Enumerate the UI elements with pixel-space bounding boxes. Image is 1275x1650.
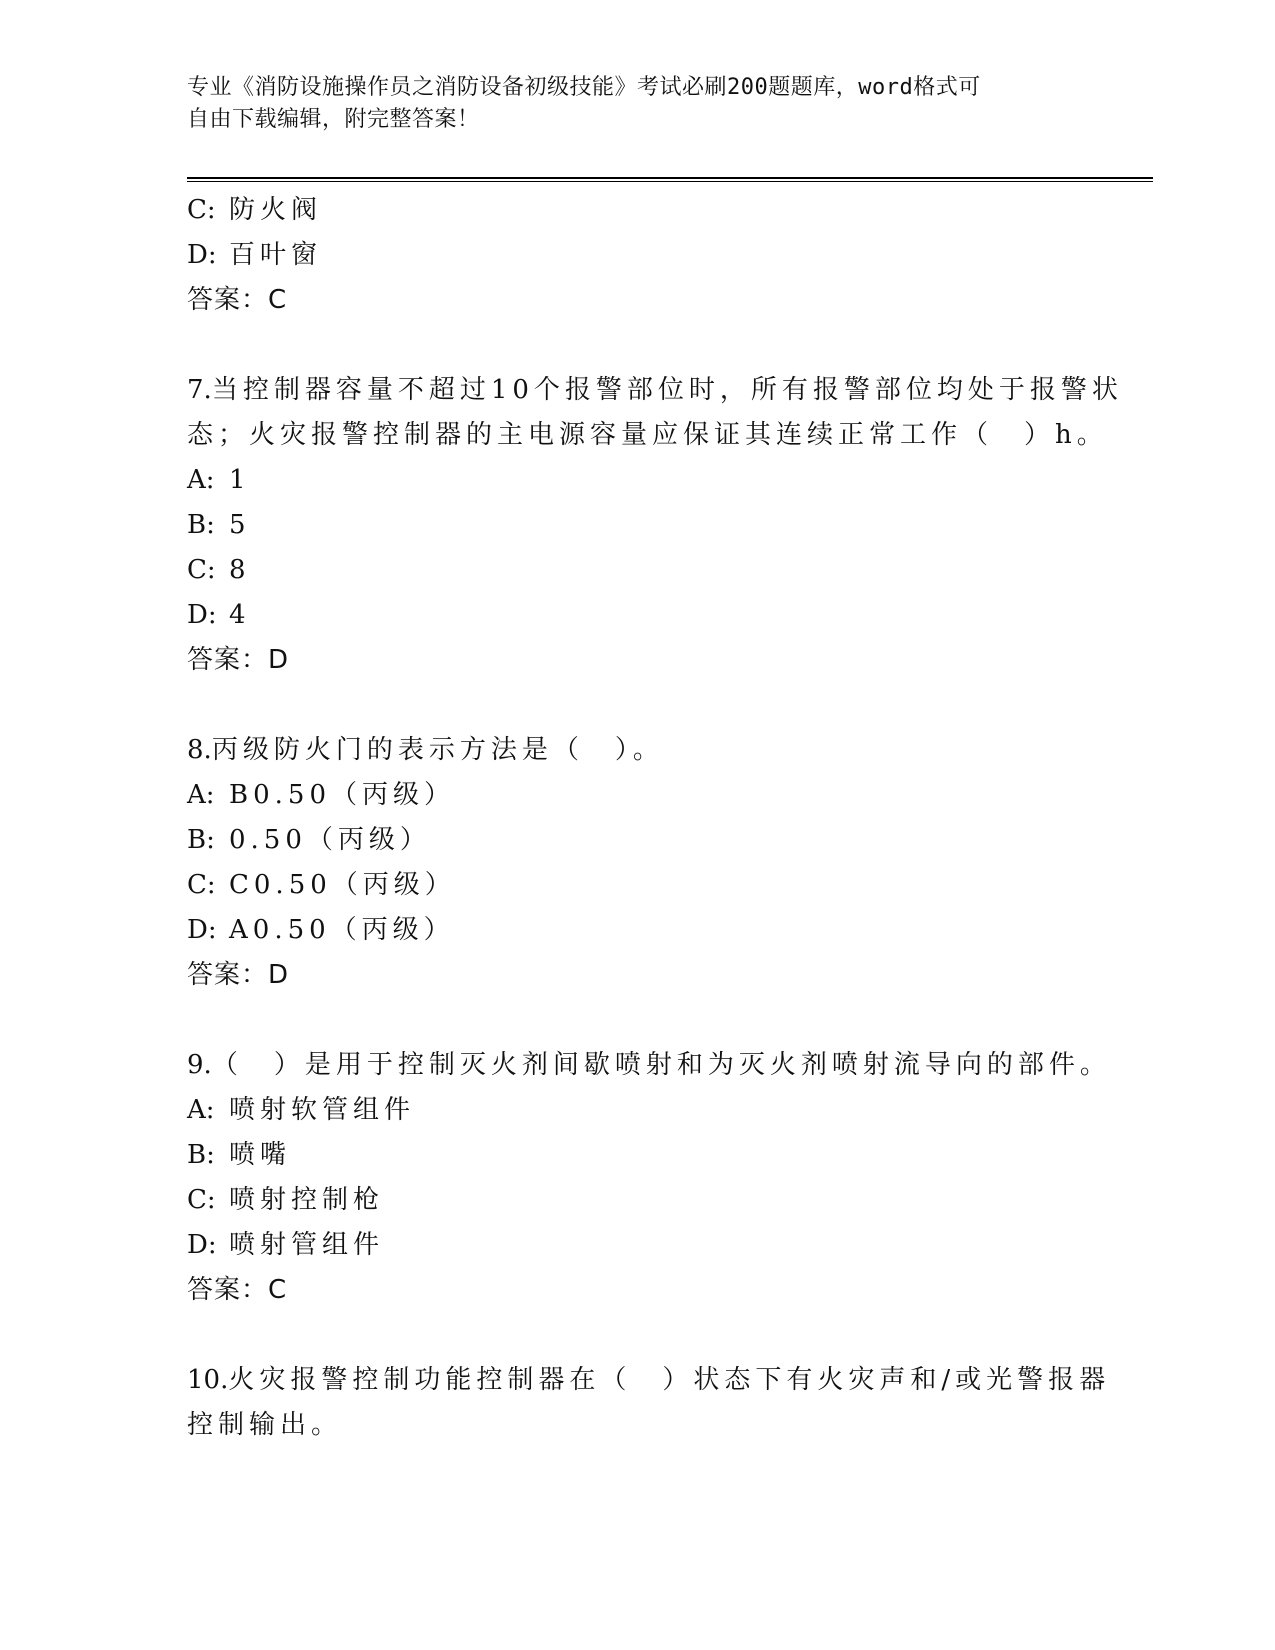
option-c xyxy=(187,192,322,228)
option-label: D: xyxy=(187,240,217,270)
question-stem xyxy=(187,1047,1111,1083)
option-label: D: xyxy=(187,600,217,630)
question-stem xyxy=(187,732,664,768)
option-d xyxy=(187,237,322,273)
option-text: 0.50（丙级） xyxy=(229,825,431,855)
option-text: 1 xyxy=(229,465,251,495)
question-stem-continued: 态；火灾报警控制器的主电源容量应保证其连续正常工作（ ）h。 xyxy=(187,420,1108,450)
option-b xyxy=(187,507,251,543)
question-stem-text: 当控制器容量不超过10个报警部位时，所有报警部位均处于报警状 xyxy=(211,375,1123,405)
option-text: 喷射管组件 xyxy=(229,1230,385,1260)
question-stem xyxy=(187,1362,1110,1398)
answer-line: 答案：D xyxy=(187,960,290,990)
option-label: A: xyxy=(187,1095,215,1125)
option-a xyxy=(187,462,251,498)
question-stem xyxy=(187,372,1123,408)
option-c xyxy=(187,867,456,903)
header-title-line-1: 专业《消防设施操作员之消防设备初级技能》考试必刷200题题库，word格式可 xyxy=(187,75,981,100)
option-label: D: xyxy=(187,915,217,945)
header-divider xyxy=(187,177,1153,182)
option-d xyxy=(187,1227,384,1263)
question-stem-continued: 控制输出。 xyxy=(187,1410,343,1440)
document-header xyxy=(187,72,1067,136)
header-title-line-2: 自由下载编辑，附完整答案！ xyxy=(187,107,480,132)
option-text: 喷嘴 xyxy=(229,1140,292,1170)
option-text: 4 xyxy=(229,600,251,630)
option-text: C0.50（丙级） xyxy=(229,870,456,900)
option-d xyxy=(187,912,455,948)
question-number: 7. xyxy=(187,375,212,405)
answer-line: 答案：D xyxy=(187,645,290,675)
option-label: D: xyxy=(187,1230,217,1260)
question-number: 10. xyxy=(187,1365,229,1395)
answer-line: 答案：C xyxy=(187,1275,288,1305)
option-label: B: xyxy=(187,825,215,855)
option-label: C: xyxy=(187,870,216,900)
option-b xyxy=(187,822,431,858)
option-text: 8 xyxy=(229,555,251,585)
option-text: 防火阀 xyxy=(229,195,323,225)
option-c xyxy=(187,552,251,588)
option-text: A0.50（丙级） xyxy=(229,915,455,945)
option-label: A: xyxy=(187,780,215,810)
option-text: B0.50（丙级） xyxy=(229,780,455,810)
question-stem-text: （ ）是用于控制灭火剂间歇喷射和为灭火剂喷射流导向的部件。 xyxy=(211,1050,1111,1080)
option-label: A: xyxy=(187,465,215,495)
answer-line: 答案：C xyxy=(187,285,288,315)
option-label: B: xyxy=(187,510,215,540)
option-label: C: xyxy=(187,555,216,585)
option-label: C: xyxy=(187,195,216,225)
option-text: 5 xyxy=(229,510,251,540)
option-a xyxy=(187,777,455,813)
option-label: C: xyxy=(187,1185,216,1215)
option-label: B: xyxy=(187,1140,215,1170)
option-a xyxy=(187,1092,415,1128)
question-number: 9. xyxy=(187,1050,212,1080)
question-stem-text: 丙级防火门的表示方法是（ ）。 xyxy=(211,735,664,765)
question-number: 8. xyxy=(187,735,212,765)
question-stem-text: 火灾报警控制功能控制器在（ ）状态下有火灾声和/或光警报器 xyxy=(228,1365,1111,1395)
option-c xyxy=(187,1182,384,1218)
option-d xyxy=(187,597,251,633)
option-text: 喷射控制枪 xyxy=(229,1185,385,1215)
option-b xyxy=(187,1137,291,1173)
option-text: 百叶窗 xyxy=(229,240,323,270)
option-text: 喷射软管组件 xyxy=(229,1095,416,1125)
